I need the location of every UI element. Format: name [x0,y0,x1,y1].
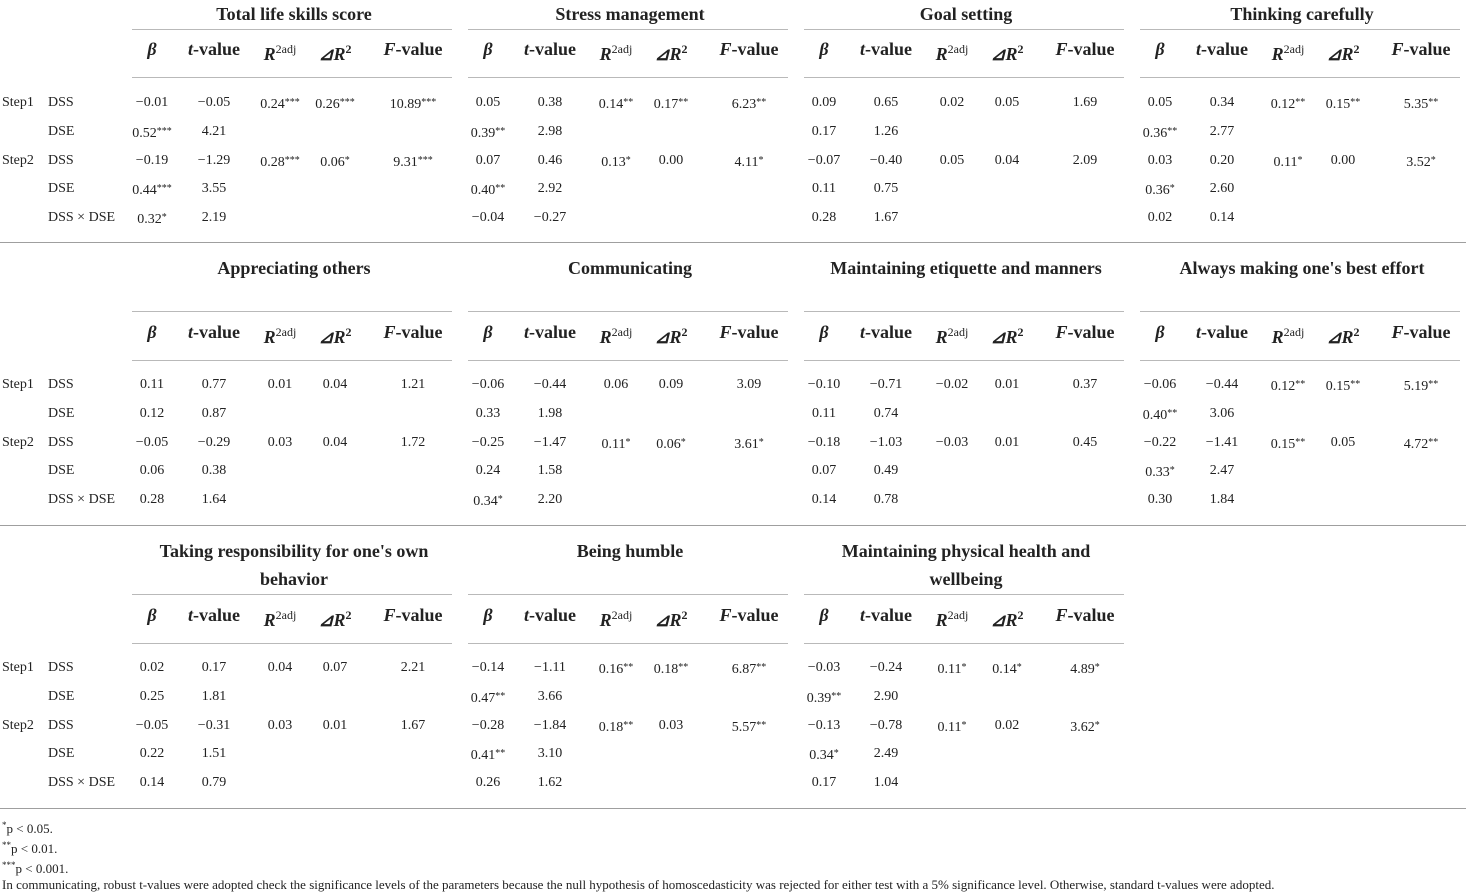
table-cell: 1.72 [400,434,426,450]
header-rule [132,360,452,361]
table-cell: −0.25 [471,434,505,450]
table-cell: −0.44 [533,377,567,392]
table-cell: 0.65 [873,95,899,110]
table-cell: −0.10 [807,377,841,392]
table-cell: −0.05 [135,434,169,450]
column-header: t-value [187,39,241,59]
block-title: Maintaining etiquette and manners [830,258,1102,278]
title-rule [468,594,788,595]
table-cell: 1.64 [201,492,227,507]
table-cell: 0.04 [994,152,1020,168]
table-cell: 0.26*** [315,97,355,112]
column-header: F-value [1391,39,1451,59]
table-cell: 0.14 [811,492,837,507]
column-header: t-value [859,322,913,342]
table-cell: 0.39** [470,125,506,141]
table-cell: 0.11* [937,719,967,735]
table-cell: 3.10 [537,746,563,762]
table-cell: 1.81 [201,688,227,704]
table-cell: 0.05 [1330,434,1356,450]
table-cell: −0.03 [807,660,841,675]
column-header: t-value [187,605,241,625]
variable-label: DSE [48,463,75,479]
table-cell: 1.84 [1209,492,1235,507]
table-cell: 9.31*** [393,154,433,170]
header-rule [804,643,1124,644]
table-cell: 1.58 [537,463,563,479]
step-label: Step2 [2,717,34,733]
title-rule [132,311,452,312]
table-cell: 0.09 [811,95,837,110]
variable-label: DSS [48,717,74,733]
table-cell: 0.11 [812,405,836,421]
table-cell: −1.03 [869,434,903,450]
header-rule [804,360,1124,361]
variable-label: DSE [48,688,75,704]
table-cell: 0.09 [658,377,684,392]
table-cell: 0.12** [1270,379,1306,394]
table-cell: 0.07 [811,463,837,479]
table-cell: 0.17** [653,97,689,112]
table-cell: 0.18** [598,719,634,735]
footnote: **p < 0.01. [2,840,58,856]
table-cell: −0.14 [471,660,505,675]
table-cell: 4.72** [1403,436,1439,452]
table-cell: 0.03 [267,434,293,450]
title-rule [1140,29,1460,30]
table-cell: −0.40 [869,152,903,168]
table-cell: 3.62* [1070,719,1100,735]
table-cell: −0.05 [135,717,169,733]
table-cell: 1.69 [1072,95,1098,110]
block-title: Communicating [567,258,692,278]
column-header: F-value [719,322,779,342]
table-cell: −0.71 [869,377,903,392]
title-rule [132,594,452,595]
variable-label: DSE [48,405,75,421]
column-header: $R^{2adj}$ [935,325,969,347]
column-header: β [819,322,829,342]
table-cell: 1.51 [201,746,227,762]
header-rule [468,643,788,644]
variable-label: DSS [48,434,74,450]
table-cell: 0.41** [470,748,506,764]
column-header: F-value [1391,322,1451,342]
table-cell: 0.40** [1142,407,1178,423]
table-cell: 1.98 [537,405,563,421]
table-cell: 0.05 [475,95,501,110]
column-header: β [147,605,157,625]
table-cell: 2.21 [400,660,426,675]
table-cell: 0.11* [601,436,631,452]
column-header: $R^{2adj}$ [263,608,297,630]
table-cell: 1.21 [400,377,426,392]
table-cell: 0.36* [1145,183,1175,199]
table-cell: −0.04 [471,210,505,225]
column-header: β [483,39,493,59]
variable-label: DSS [48,660,74,675]
table-cell: 0.11 [812,181,836,197]
table-cell: 2.92 [537,181,563,197]
table-cell: 2.09 [1072,152,1098,168]
table-cell: 2.60 [1209,181,1235,197]
table-cell: 0.34* [473,494,503,509]
column-header: $⊿R^2$ [318,325,352,347]
table-cell: 0.11* [937,662,967,677]
table-cell: 0.28 [139,492,165,507]
table-cell: 0.17 [811,123,837,139]
table-cell: 0.04 [322,434,348,450]
table-cell: 0.40** [470,183,506,199]
column-header: t-value [1195,39,1249,59]
table-cell: −0.28 [471,717,505,733]
column-header: $R^{2adj}$ [599,608,633,630]
column-header: $⊿R^2$ [654,325,688,347]
column-header: t-value [859,39,913,59]
column-header: β [483,605,493,625]
table-cell: 2.20 [537,492,563,507]
block-title: Thinking carefully [1230,4,1374,24]
column-header: $R^{2adj}$ [263,325,297,347]
table-cell: 0.16** [598,662,634,677]
table-cell: 0.05 [939,152,965,168]
table-cell: 0.17 [811,775,837,790]
table-cell: 0.25 [139,688,165,704]
block-title: Being humble [576,541,684,561]
table-cell: 0.32* [137,212,167,227]
column-header: $⊿R^2$ [990,325,1024,347]
table-cell: 0.77 [201,377,227,392]
table-cell: −0.78 [869,717,903,733]
table-cell: 4.11* [734,154,764,170]
table-cell: −0.03 [935,434,969,450]
column-header: $R^{2adj}$ [1271,325,1305,347]
table-cell: 0.22 [139,746,165,762]
column-header: β [483,322,493,342]
title-rule [468,29,788,30]
column-header: $R^{2adj}$ [935,42,969,64]
table-cell: 0.49 [873,463,899,479]
table-cell: 5.35** [1403,97,1439,112]
column-header: β [819,39,829,59]
table-cell: −0.07 [807,152,841,168]
column-header: t-value [1195,322,1249,342]
table-cell: 0.06* [656,436,686,452]
column-header: β [1155,39,1165,59]
table-cell: 2.77 [1209,123,1235,139]
table-cell: −0.05 [197,95,231,110]
variable-label: DSE [48,181,75,197]
variable-label: DSS [48,152,74,168]
table-cell: 6.23** [731,97,767,112]
step-label: Step1 [2,95,34,110]
table-cell: 0.13* [601,154,631,170]
table-cell: 0.01 [267,377,293,392]
table-cell: −0.06 [1143,377,1177,392]
column-header: F-value [1055,605,1115,625]
table-cell: 0.12** [1270,97,1306,112]
column-header: t-value [523,322,577,342]
block-title: Always making one's best effort [1179,258,1425,278]
table-cell: 0.07 [322,660,348,675]
section-rule [0,808,1466,809]
table-cell: 0.38 [537,95,563,110]
block-title: Goal setting [919,4,1013,24]
table-cell: 0.39** [806,690,842,706]
table-cell: 0.12 [139,405,165,421]
title-rule [804,594,1124,595]
variable-label: DSE [48,746,75,762]
table-cell: 0.46 [537,152,563,168]
title-rule [468,311,788,312]
variable-label: DSS [48,377,74,392]
table-cell: −0.22 [1143,434,1177,450]
column-header: F-value [719,39,779,59]
table-cell: −0.24 [869,660,903,675]
column-header: $R^{2adj}$ [1271,42,1305,64]
footnote: *p < 0.05. [2,820,53,836]
table-cell: 0.02 [939,95,965,110]
title-rule [804,29,1124,30]
table-cell: 1.26 [873,123,899,139]
footnote: In communicating, robust t-values were adopted check the significance levels of the parameters because the null hypothesis of homoscedasticity was rejected for either test with a 5% significance level. Otherwise, standard t-values were adopted. [2,877,1275,892]
column-header: t-value [523,605,577,625]
table-cell: 0.37 [1072,377,1098,392]
column-header: t-value [859,605,913,625]
table-cell: 0.02 [994,717,1020,733]
table-cell: 0.00 [658,152,684,168]
table-cell: 0.28*** [260,154,300,170]
section-rule [0,242,1466,243]
table-cell: 0.18** [653,662,689,677]
table-cell: 1.67 [400,717,426,733]
table-cell: 0.11 [140,377,164,392]
section-rule [0,525,1466,526]
table-cell: 0.15** [1270,436,1306,452]
table-cell: −0.19 [135,152,169,168]
column-header: F-value [383,605,443,625]
table-cell: 0.24*** [260,97,300,112]
column-header: β [1155,322,1165,342]
table-cell: 0.06 [603,377,629,392]
table-cell: 0.14* [992,662,1022,677]
table-cell: 6.87** [731,662,767,677]
block-title: Maintaining physical health and wellbeing [841,541,1091,589]
table-cell: 0.75 [873,181,899,197]
column-header: β [819,605,829,625]
variable-label: DSS × DSE [48,775,116,790]
table-cell: −1.47 [533,434,567,450]
table-cell: 2.49 [873,746,899,762]
table-cell: 0.17 [201,660,227,675]
column-header: $⊿R^2$ [1326,325,1360,347]
table-cell: 0.30 [1147,492,1173,507]
table-cell: 1.62 [537,775,563,790]
table-cell: 0.05 [1147,95,1173,110]
table-cell: 0.11* [1273,154,1303,170]
table-cell: −0.31 [197,717,231,733]
header-rule [804,77,1124,78]
column-header: F-value [383,322,443,342]
table-cell: 0.20 [1209,152,1235,168]
table-cell: 0.15** [1325,97,1361,112]
table-cell: −0.27 [533,210,567,225]
block-title: Total life skills score [216,4,372,24]
table-cell: −0.13 [807,717,841,733]
table-cell: 0.15** [1325,379,1361,394]
column-header: t-value [187,322,241,342]
header-rule [1140,360,1460,361]
table-cell: 10.89*** [389,97,437,112]
table-cell: 3.66 [537,688,563,704]
column-header: $⊿R^2$ [654,42,688,64]
table-cell: 0.02 [1147,210,1173,225]
table-cell: 0.52*** [132,125,172,141]
table-cell: 0.01 [994,377,1020,392]
column-header: F-value [383,39,443,59]
header-rule [468,77,788,78]
table-cell: −1.41 [1205,434,1239,450]
table-cell: 3.52* [1406,154,1436,170]
table-cell: −1.84 [533,717,567,733]
column-header: $⊿R^2$ [318,42,352,64]
column-header: $⊿R^2$ [654,608,688,630]
table-cell: 0.03 [1147,152,1173,168]
title-rule [132,29,452,30]
table-cell: 3.06 [1209,405,1235,421]
table-cell: 0.01 [994,434,1020,450]
block-title: Appreciating others [217,258,371,278]
column-header: t-value [523,39,577,59]
table-cell: 0.24 [475,463,501,479]
table-cell: −0.02 [935,377,969,392]
table-cell: 0.04 [267,660,293,675]
table-cell: 0.05 [994,95,1020,110]
title-rule [804,311,1124,312]
table-cell: 0.07 [475,152,501,168]
table-cell: 0.47** [470,690,506,706]
table-cell: 0.36** [1142,125,1178,141]
table-cell: 0.44*** [132,183,172,199]
table-cell: −0.18 [807,434,841,450]
column-header: β [147,322,157,342]
table-cell: 0.34 [1209,95,1235,110]
table-cell: 0.02 [139,660,165,675]
table-cell: 0.87 [201,405,227,421]
table-cell: 2.90 [873,688,899,704]
column-header: $R^{2adj}$ [599,325,633,347]
table-cell: −0.29 [197,434,231,450]
table-cell: 0.45 [1072,434,1098,450]
variable-label: DSS × DSE [48,210,116,225]
block-title: Stress management [555,4,705,24]
header-rule [132,77,452,78]
table-cell: 0.34* [809,748,839,764]
table-cell: 0.26 [475,775,501,790]
step-label: Step1 [2,377,34,392]
table-cell: 4.21 [201,123,227,139]
header-rule [132,643,452,644]
table-cell: 0.14 [139,775,165,790]
variable-label: DSS [48,95,74,110]
table-cell: −1.29 [197,152,231,168]
table-cell: 5.57** [731,719,767,735]
table-cell: 0.04 [322,377,348,392]
header-rule [1140,77,1460,78]
table-cell: 2.98 [537,123,563,139]
table-cell: 1.04 [873,775,899,790]
variable-label: DSE [48,123,75,139]
column-header: $⊿R^2$ [990,42,1024,64]
column-header: $⊿R^2$ [990,608,1024,630]
table-cell: −1.11 [534,660,566,675]
column-header: $R^{2adj}$ [935,608,969,630]
table-cell: 0.06 [139,463,165,479]
table-cell: 5.19** [1403,379,1439,394]
table-cell: 0.28 [811,210,837,225]
footnote: ***p < 0.001. [2,860,69,876]
table-cell: −0.06 [471,377,505,392]
table-cell: 3.55 [201,181,227,197]
table-cell: 0.14** [598,97,634,112]
column-header: F-value [719,605,779,625]
table-cell: −0.01 [135,95,169,110]
table-cell: 0.06* [320,154,350,170]
column-header: $⊿R^2$ [1326,42,1360,64]
table-cell: 3.09 [736,377,762,392]
table-cell: 0.33 [475,405,501,421]
step-label: Step2 [2,434,34,450]
table-cell: 0.79 [201,775,227,790]
table-cell: 1.67 [873,210,899,225]
table-cell: 0.14 [1209,210,1235,225]
step-label: Step2 [2,152,34,168]
table-cell: 0.78 [873,492,899,507]
column-header: β [147,39,157,59]
column-header: F-value [1055,39,1115,59]
table-cell: 2.47 [1209,463,1235,479]
header-rule [468,360,788,361]
block-title: Taking responsibility for one's own behavior [159,541,429,589]
table-cell: 0.03 [658,717,684,733]
table-cell: 0.33* [1145,465,1175,481]
table-cell: −0.44 [1205,377,1239,392]
column-header: $R^{2adj}$ [599,42,633,64]
table-cell: 2.19 [201,210,227,225]
column-header: $⊿R^2$ [318,608,352,630]
table-cell: 0.74 [873,405,899,421]
variable-label: DSS × DSE [48,492,116,507]
step-label: Step1 [2,660,34,675]
column-header: F-value [1055,322,1115,342]
table-cell: 3.61* [734,436,764,452]
title-rule [1140,311,1460,312]
table-cell: 0.01 [322,717,348,733]
column-header: $R^{2adj}$ [263,42,297,64]
table-cell: 0.38 [201,463,227,479]
table-cell: 0.00 [1330,152,1356,168]
table-cell: 0.03 [267,717,293,733]
table-cell: 4.89* [1070,662,1100,677]
